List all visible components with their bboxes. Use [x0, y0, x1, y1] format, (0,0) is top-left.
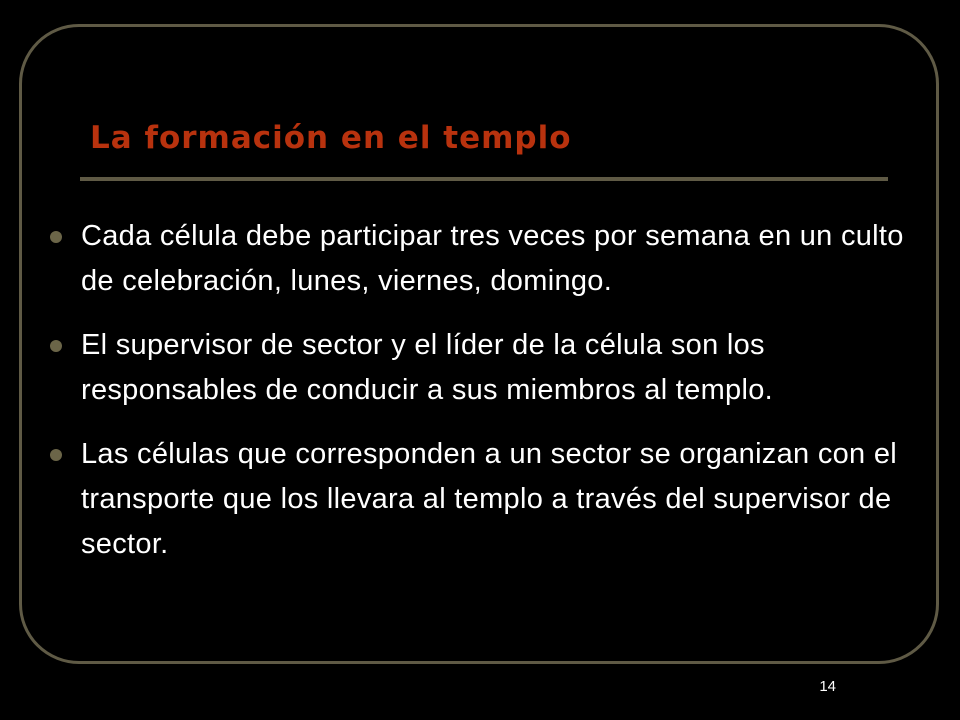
bullet-item — [46, 432, 916, 567]
bullet-item — [46, 214, 916, 304]
bullet-dot-icon — [50, 340, 62, 352]
bullet-dot-icon — [50, 449, 62, 461]
bullet-item — [46, 323, 916, 413]
title-underline — [80, 177, 888, 181]
bullet-text: Las células que corresponden a un sector se organizan con el transporte que los llevara al templo a través del supervisor de sector. — [81, 438, 898, 560]
page-number: 14 — [819, 678, 836, 695]
bullet-list — [46, 214, 916, 586]
bullet-dot-icon — [50, 231, 62, 243]
bullet-text: El supervisor de sector y el líder de la célula son los responsables de conducir a sus miembros al templo. — [81, 329, 773, 406]
slide-title: La formación en el templo — [90, 120, 572, 156]
bullet-text: Cada célula debe participar tres veces por semana en un culto de celebración, lunes, viernes, domingo. — [81, 220, 904, 297]
